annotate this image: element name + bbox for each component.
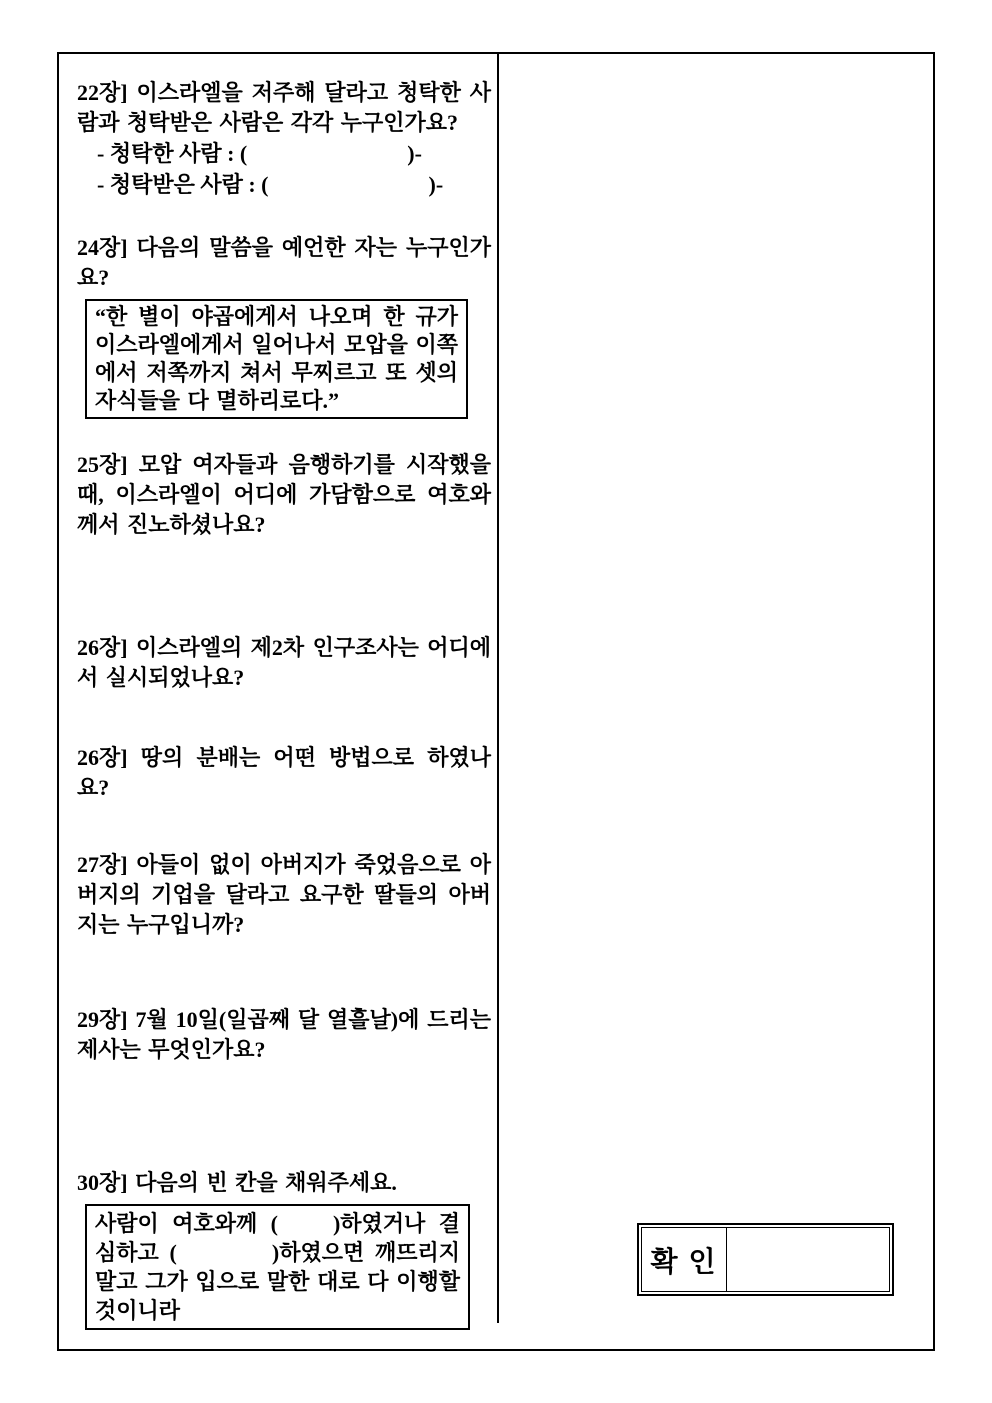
question-24-text: 24장] 다음의 말씀을 예언한 자는 누구인가요? [77,235,491,290]
question-27-text: 27장] 아들이 없이 아버지가 죽었음으로 아버지의 기업을 달라고 요구한 딸들의 아버지는 누구입니까? [77,852,491,937]
answer-blank-space [247,160,407,161]
question-22-blank-line-a [77,138,491,169]
confirm-stamp-box [637,1223,894,1296]
question-22-text: 22장] 이스라엘을 저주해 달라고 청탁한 사람과 청탁받은 사람은 각각 누구인가요? [77,80,491,135]
question-26a [77,633,491,693]
question-30-text: 30장] 다음의 빈 칸을 채워주세요. [77,1170,397,1195]
question-30-fill-text [95,1209,460,1325]
column-divider-line [497,54,499,1323]
confirm-label: 확 인 [642,1228,727,1291]
question-26a-text: 26장] 이스라엘의 제2차 인구조사는 어디에서 실시되었나요? [77,635,491,690]
question-24-quote-box [85,299,468,419]
question-24 [77,233,491,419]
fill-mid: )하였거나 결심하고 ( [95,1211,460,1265]
question-29-text: 29장] 7월 10일(일곱째 달 열흘날)에 드리는 제사는 무엇인가요? [77,1007,491,1062]
blank-a-suffix: )- [407,141,422,166]
fill-suffix: )하였으면 깨뜨리지 말고 그가 입으로 말한 대로 다 이행할 것이니라 [95,1240,460,1323]
blank-b-suffix: )- [428,172,444,197]
question-29 [77,1005,491,1065]
answer-blank-space [177,1259,272,1260]
fill-prefix: 사람이 여호와께 ( [95,1211,278,1236]
blank-b-prefix: - 청탁받은 사람 : ( [97,172,269,197]
question-22 [77,78,491,200]
answer-blank-space [269,191,429,192]
question-26b [77,743,491,803]
blank-a-prefix: - 청탁한 사람 : ( [97,141,248,166]
question-25-text: 25장] 모압 여자들과 음행하기를 시작했을 때, 이스라엘이 어디에 가담함으로 여호와께서 진노하셨나요? [77,452,491,537]
page-border-frame [57,52,935,1351]
question-26b-text: 26장] 땅의 분배는 어떤 방법으로 하였나요? [77,745,491,800]
answer-blank-space [278,1230,333,1231]
question-22-blank-line-b [77,169,491,200]
question-30 [77,1168,491,1330]
question-27 [77,850,491,940]
confirm-empty-cell [727,1228,889,1291]
question-24-quote: “한 별이 야곱에게서 나오며 한 규가 이스라엘에게서 일어나서 모압을 이쪽에서 저쪽까지 쳐서 무찌르고 또 셋의 자식들을 다 멸하리로다.” [95,304,458,413]
question-25 [77,450,491,540]
confirm-stamp-inner-border [641,1227,890,1292]
question-30-fill-box [85,1204,470,1330]
